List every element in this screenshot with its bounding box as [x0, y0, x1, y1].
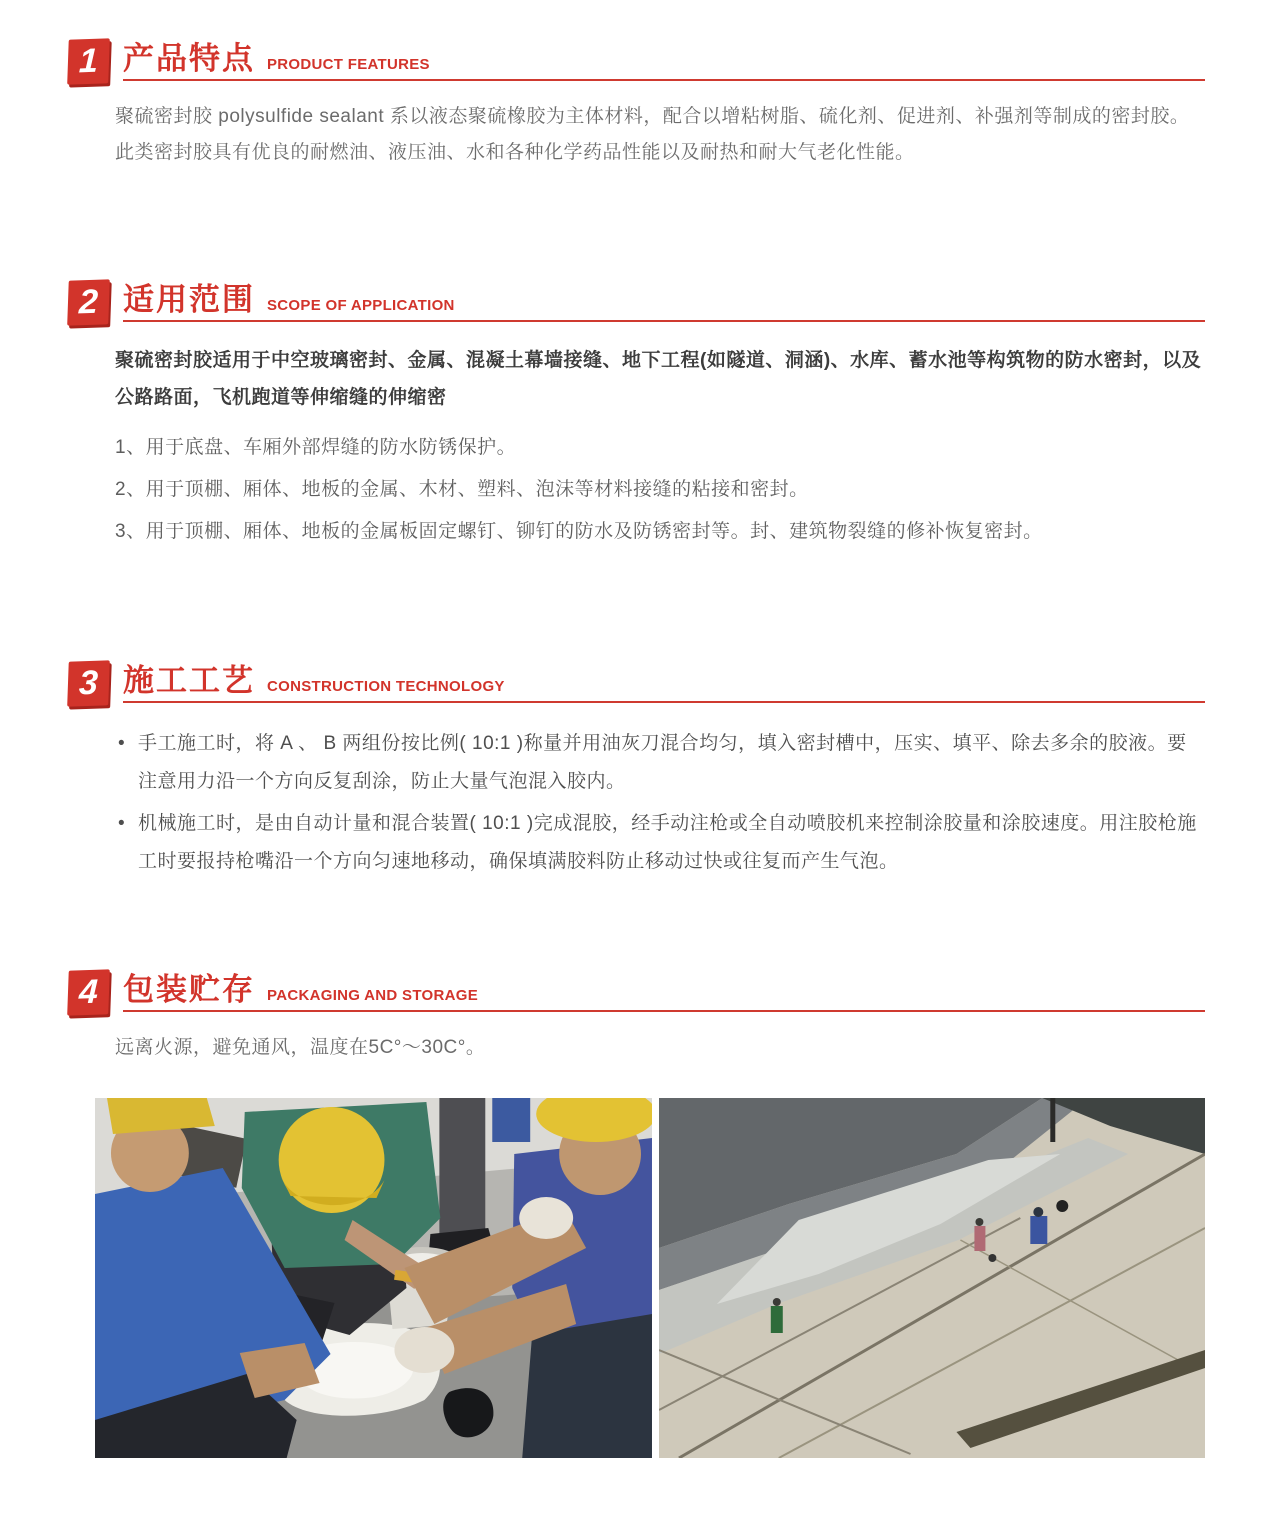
bullet-item: • 手工施工时，将 A 、 B 两组份按比例( 10:1 )称量并用油灰刀混合均匀，填入密封槽中，压实、填平、除去多余的胶液。要注意用力沿一个方向反复刮涂，防止大量气泡混入胶内。: [118, 725, 1198, 801]
workers-applying-sealant-photo: [95, 1098, 652, 1458]
numbered-list: [115, 430, 1203, 550]
section-paragraph: 聚硫密封胶 polysulfide sealant 系以液态聚硫橡胶为主体材料，配合以增粘树脂、硫化剂、促进剂、补强剂等制成的密封胶。此类密封胶具有优良的耐燃油、液压油、水和各种化学药品性能以及耐热和耐大气老化性能。: [115, 106, 1190, 163]
concrete-slope-workers-photo: [659, 1098, 1205, 1458]
section-title-row: [123, 283, 1205, 322]
section-header: [68, 658, 1205, 703]
section-header: [68, 277, 1205, 322]
section-product-features: [68, 36, 1205, 171]
list-item: 2、用于顶棚、厢体、地板的金属、木材、塑料、泡沫等材料接缝的粘接和密封。: [115, 479, 809, 500]
section-title-en: PACKAGING AND STORAGE: [267, 986, 479, 1004]
section-construction-technology: [68, 658, 1205, 881]
section-title-zh: 适用范围: [123, 281, 255, 317]
section-scope-of-application: [68, 277, 1205, 550]
section-number-badge: 3: [67, 660, 110, 706]
section-title-zh: 产品特点: [123, 40, 255, 76]
section-title-row: [123, 42, 1205, 81]
section-title-zh: 包装贮存: [123, 971, 255, 1007]
bullet-item: • 机械施工时，是由自动计量和混合装置( 10:1 )完成混胶，经手动注枪或全自动喷胶机来控制涂胶量和涂胶速度。用注胶枪施工时要报持枪嘴沿一个方向匀速地移动，确保填满胶料防止移动过快或往复而产生气泡。: [118, 805, 1198, 881]
list-item: 3、用于顶棚、厢体、地板的金属板固定螺钉、铆钉的防水及防锈密封等。封、建筑物裂缝的修补恢复密封。: [115, 521, 1043, 542]
section-number-badge: 1: [67, 38, 110, 84]
section-header: [68, 36, 1205, 81]
photo-row: [95, 1098, 1205, 1458]
section-title-en: PRODUCT FEATURES: [267, 55, 430, 73]
section-packaging-and-storage: [68, 967, 1205, 1066]
section-number-badge: 2: [67, 279, 110, 325]
dam-slope-illustration: [659, 1098, 1205, 1458]
section-title-en: SCOPE OF APPLICATION: [267, 296, 455, 314]
section-title-en: CONSTRUCTION TECHNOLOGY: [267, 677, 505, 695]
section-title-row: [123, 664, 1205, 703]
section-paragraph: 远离火源，避免通风，温度在5C°～30C°。: [115, 1037, 486, 1058]
section-header: [68, 967, 1205, 1012]
list-item: 1、用于底盘、车厢外部焊缝的防水防锈保护。: [115, 437, 517, 458]
bullet-list: [118, 725, 1198, 881]
section-number-badge: 4: [67, 969, 110, 1015]
section-title-row: [123, 973, 1205, 1012]
section-lead-paragraph: 聚硫密封胶适用于中空玻璃密封、金属、混凝土幕墙接缝、地下工程(如隧道、洞涵)、水库、蓄水池等构筑物的防水密封，以及公路路面，飞机跑道等伸缩缝的伸缩密: [115, 350, 1202, 408]
section-title-zh: 施工工艺: [123, 662, 255, 698]
sealant-workers-illustration: [95, 1098, 652, 1458]
